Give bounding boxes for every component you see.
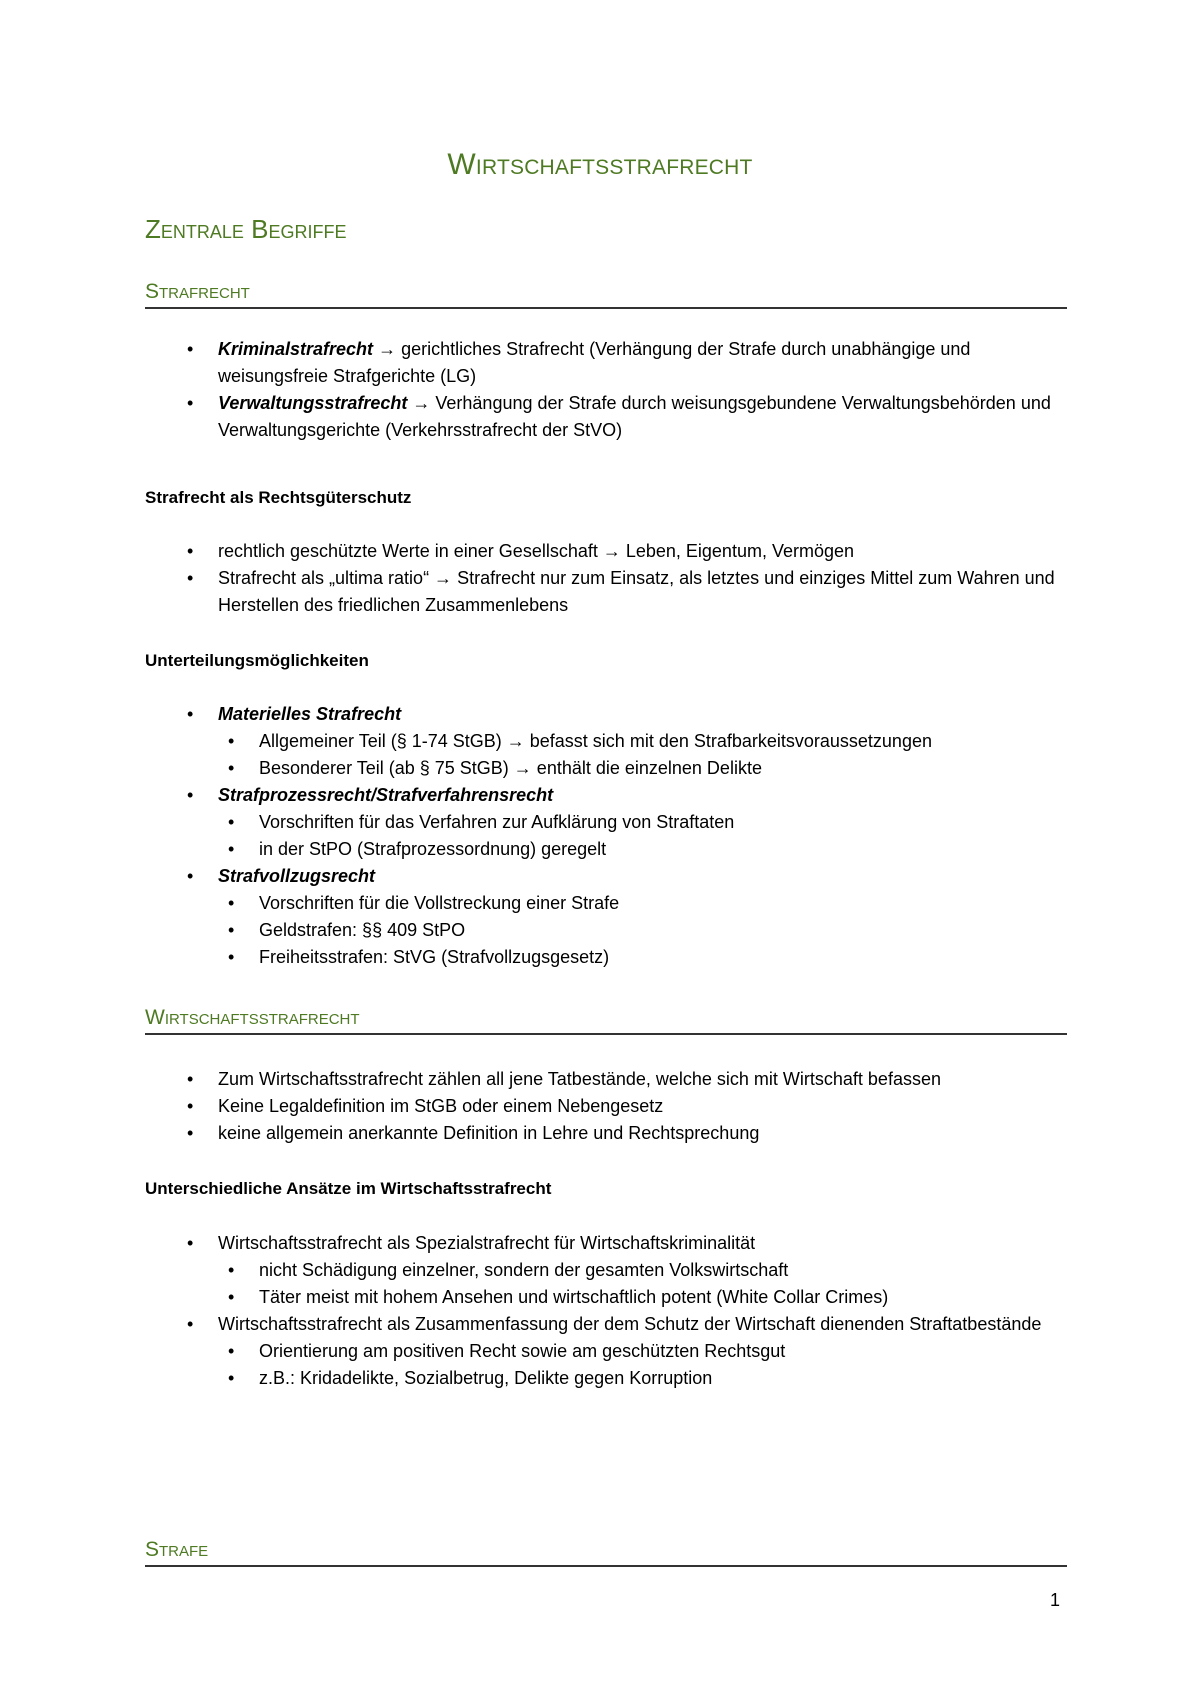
item-text: Freiheitsstrafen: StVG (Strafvollzugsgesetz) <box>259 947 610 967</box>
item-text: Wirtschaftsstrafrecht als Zusammenfassung der dem Schutz der Wirtschaft dienenden Straftatbestände <box>218 1314 1042 1334</box>
list-item <box>145 1066 1065 1093</box>
heading-rechtsgueterschutz: Strafrecht als Rechtsgüterschutz <box>145 488 412 507</box>
item-text: Zum Wirtschaftsstrafrecht zählen all jene Tatbestände, welche sich mit Wirtschaft befassen <box>218 1069 941 1089</box>
strafrecht-list <box>145 336 1065 444</box>
sub-list-item <box>145 917 1065 944</box>
heading-wirtschaftsstrafrecht: Wirtschaftsstrafrecht <box>145 1006 1067 1035</box>
bullet-icon: • <box>228 1368 235 1388</box>
item-text: Allgemeiner Teil (§ 1-74 StGB) → befasst sich mit den Strafbarkeitsvoraussetzungen <box>259 731 932 751</box>
heading-ansaetze: Unterschiedliche Ansätze im Wirtschaftsstrafrecht <box>145 1179 552 1198</box>
bullet-icon: • <box>187 1314 194 1334</box>
bullet-icon: • <box>187 1069 194 1089</box>
item-text: Besonderer Teil (ab § 75 StGB) → enthält die einzelnen Delikte <box>259 758 762 778</box>
heading-strafrecht: Strafrecht <box>145 280 1067 309</box>
bullet-icon: • <box>228 920 235 940</box>
bullet-icon: • <box>187 541 194 561</box>
item-text: keine allgemein anerkannte Definition in Lehre und Rechtsprechung <box>218 1123 760 1143</box>
list-item <box>145 782 1065 809</box>
wirtschaft-list <box>145 1066 1065 1147</box>
unterteilung-list <box>145 701 1065 971</box>
bullet-icon: • <box>187 1096 194 1116</box>
sub-list-item <box>145 809 1065 836</box>
bullet-icon: • <box>228 1287 235 1307</box>
item-text: Strafrecht als „ultima ratio“ → Strafrecht nur zum Einsatz, als letztes und einziges Mittel zum Wahren und Herstellen des friedlichen Zusammenlebens <box>218 568 1055 615</box>
bullet-icon: • <box>187 339 194 359</box>
item-text: Vorschriften für die Vollstreckung einer Strafe <box>259 893 620 913</box>
bullet-icon: • <box>187 1233 194 1253</box>
item-text: Geldstrafen: §§ 409 StPO <box>259 920 466 940</box>
item-text: Täter meist mit hohem Ansehen und wirtschaftlich potent (White Collar Crimes) <box>259 1287 889 1307</box>
page-number: 1 <box>1050 1590 1061 1610</box>
list-item <box>145 538 1065 565</box>
list-item <box>145 701 1065 728</box>
list-item <box>145 1093 1065 1120</box>
sub-list-item <box>145 1365 1065 1392</box>
list-item <box>145 1120 1065 1147</box>
item-text: in der StPO (Strafprozessordnung) geregelt <box>259 839 607 859</box>
bullet-icon: • <box>228 731 235 751</box>
list-item <box>145 565 1065 619</box>
bullet-icon: • <box>187 704 194 724</box>
list-item <box>145 390 1065 444</box>
item-text: → Verhängung der Strafe durch weisungsgebundene Verwaltungsbehörden und Verwaltungsgerichte (Verkehrsstrafrecht der StVO) <box>218 393 1051 440</box>
bullet-icon: • <box>187 393 194 413</box>
item-text: nicht Schädigung einzelner, sondern der gesamten Volkswirtschaft <box>259 1260 789 1280</box>
item-text: rechtlich geschützte Werte in einer Gesellschaft → Leben, Eigentum, Vermögen <box>218 541 855 561</box>
term-label: Strafprozessrecht/Strafverfahrensrecht <box>218 785 554 805</box>
sub-list-item <box>145 755 1065 782</box>
sub-list-item <box>145 1284 1065 1311</box>
bullet-icon: • <box>228 758 235 778</box>
bullet-icon: • <box>228 893 235 913</box>
sub-list-item <box>145 944 1065 971</box>
bullet-icon: • <box>228 839 235 859</box>
ansaetze-list <box>145 1230 1065 1392</box>
item-text: Orientierung am positiven Recht sowie am geschützten Rechtsgut <box>259 1341 786 1361</box>
item-text: Wirtschaftsstrafrecht als Spezialstrafrecht für Wirtschaftskriminalität <box>218 1233 756 1253</box>
bullet-icon: • <box>187 568 194 588</box>
heading-strafe: Strafe <box>145 1538 1067 1567</box>
sub-list-item <box>145 1257 1065 1284</box>
document-title: Wirtschaftsstrafrecht <box>447 148 753 181</box>
item-text: Keine Legaldefinition im StGB oder einem Nebengesetz <box>218 1096 664 1116</box>
bullet-icon: • <box>228 812 235 832</box>
list-item <box>145 1230 1065 1257</box>
item-text: → gerichtliches Strafrecht (Verhängung der Strafe durch unabhängige und weisungsfreie Strafgerichte (LG) <box>218 339 971 386</box>
sub-list-item <box>145 890 1065 917</box>
term-label: Strafvollzugsrecht <box>218 866 376 886</box>
rechtsgueter-list <box>145 538 1065 619</box>
sub-list-item <box>145 1338 1065 1365</box>
item-text: z.B.: Kridadelikte, Sozialbetrug, Delikte gegen Korruption <box>259 1368 713 1388</box>
list-item <box>145 336 1065 390</box>
term-label: Verwaltungsstrafrecht <box>218 393 408 413</box>
bullet-icon: • <box>187 866 194 886</box>
list-item <box>145 1311 1065 1338</box>
section-heading-zentrale-begriffe: Zentrale Begriffe <box>145 214 347 244</box>
sub-list-item <box>145 728 1065 755</box>
bullet-icon: • <box>187 1123 194 1143</box>
bullet-icon: • <box>228 1260 235 1280</box>
bullet-icon: • <box>228 947 235 967</box>
bullet-icon: • <box>187 785 194 805</box>
item-text: Vorschriften für das Verfahren zur Aufklärung von Straftaten <box>259 812 735 832</box>
list-item <box>145 863 1065 890</box>
heading-unterteilung: Unterteilungsmöglichkeiten <box>145 651 369 670</box>
bullet-icon: • <box>228 1341 235 1361</box>
term-label: Materielles Strafrecht <box>218 704 402 724</box>
sub-list-item <box>145 836 1065 863</box>
term-label: Kriminalstrafrecht <box>218 339 374 359</box>
